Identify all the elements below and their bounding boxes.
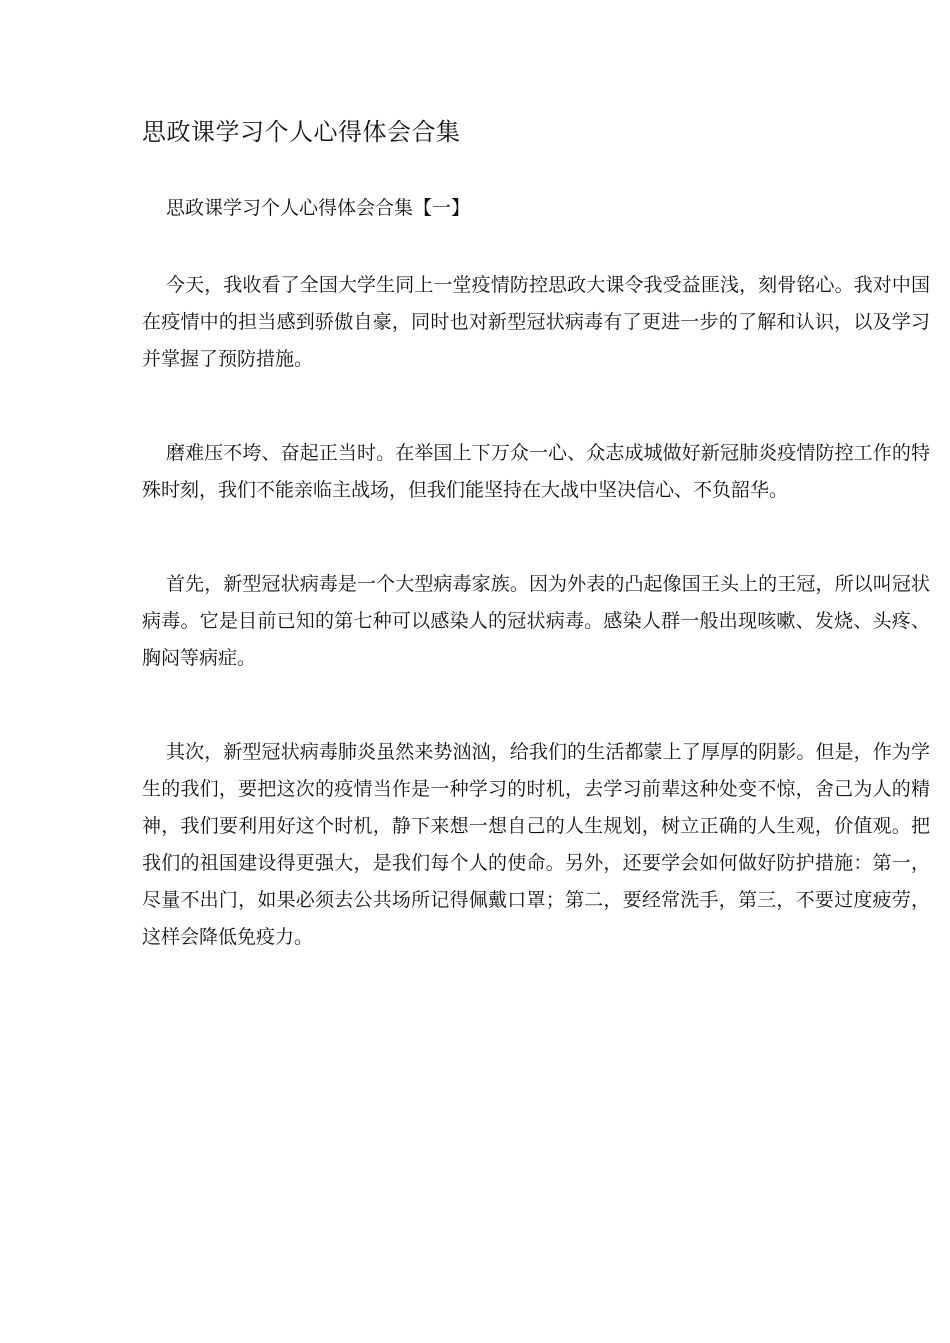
document-body	[142, 112, 930, 956]
paragraph-1: 今天，我收看了全国大学生同上一堂疫情防控思政大课令我受益匪浅，刻骨铭心。我对中国在疫情中的担当感到骄傲自豪，同时也对新型冠状病毒有了更进一步的了解和认识，以及学习并掌握了预防措施。	[142, 274, 930, 370]
paragraph-4: 其次，新型冠状病毒肺炎虽然来势汹汹，给我们的生活都蒙上了厚厚的阴影。但是，作为学生的我们，要把这次的疫情当作是一种学习的时机，去学习前辈这种处变不惊，舍己为人的精神，我们要利用好这个时机，静下来想一想自己的人生规划，树立正确的人生观，价值观。把我们的祖国建设得更强大，是我们每个人的使命。另外，还要学会如何做好防护措施：第一，尽量不出门，如果必须去公共场所记得佩戴口罩；第二，要经常洗手，第三，不要过度疲劳，这样会降低免疫力。	[142, 741, 930, 948]
paragraph-3: 首先，新型冠状病毒是一个大型病毒家族。因为外表的凸起像国王头上的王冠，所以叫冠状病毒。它是目前已知的第七种可以感染人的冠状病毒。感染人群一般出现咳嗽、发烧、头疼、胸闷等病症。	[142, 573, 930, 669]
document-title: 思政课学习个人心得体会合集	[142, 118, 461, 146]
paragraph-2: 磨难压不垮、奋起正当时。在举国上下万众一心、众志成城做好新冠肺炎疫情防控工作的特殊时刻，我们不能亲临主战场，但我们能坚持在大战中坚决信心、不负韶华。	[142, 442, 930, 501]
section-heading: 思政课学习个人心得体会合集【一】	[166, 197, 471, 219]
